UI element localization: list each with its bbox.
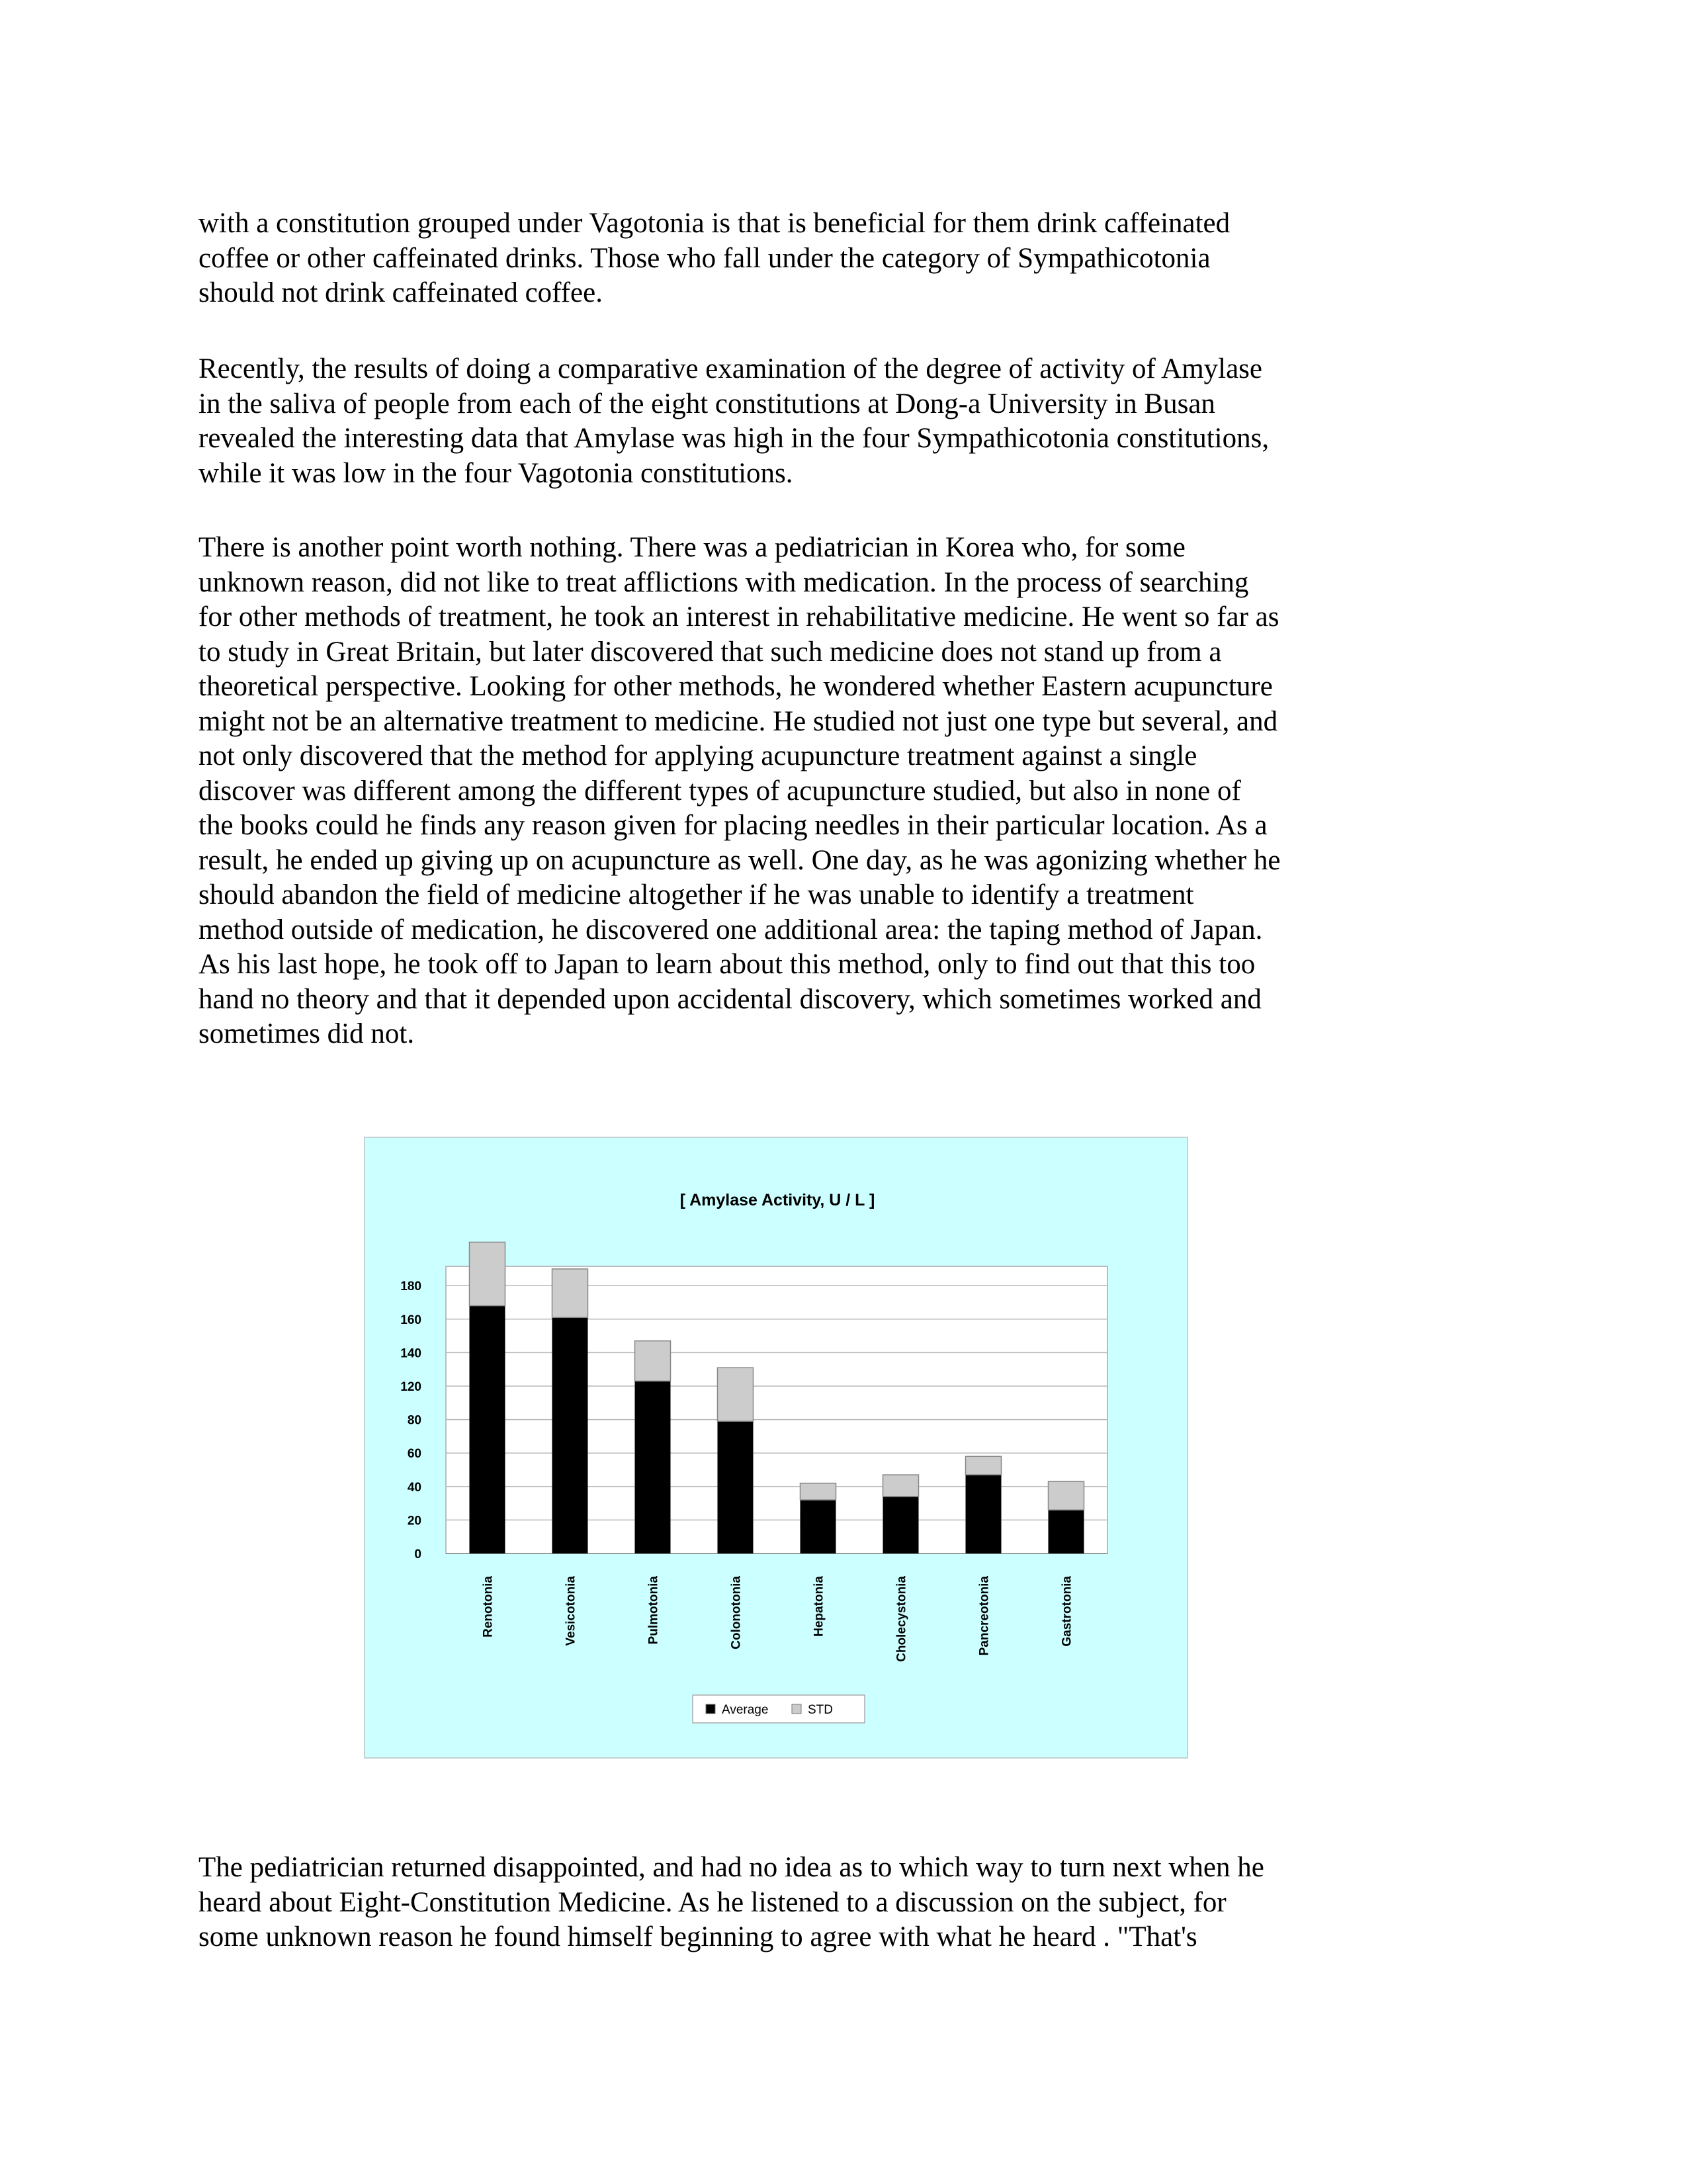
legend-label: STD — [808, 1703, 833, 1717]
bar-average — [800, 1500, 836, 1553]
chart-canvas — [365, 1138, 1190, 1760]
y-tick-label: 20 — [407, 1514, 421, 1528]
bar-average — [718, 1421, 754, 1553]
amylase-chart — [364, 1137, 1188, 1759]
x-category-label: Hepatonia — [812, 1576, 826, 1637]
paragraph-4: The pediatrician returned disappointed, and had no idea as to which way to turn next when he heard about Eight-Constitution Medicine. As he listened to a discussion on the subject, for some unknown reason he found himself beginning to agree with what he heard . "That's — [198, 1852, 1264, 1952]
bar-std — [966, 1456, 1002, 1475]
x-category-label: Colonotonia — [729, 1576, 744, 1649]
y-tick-label: 120 — [400, 1380, 421, 1394]
y-tick-label: 0 — [414, 1548, 421, 1561]
bar-std — [883, 1475, 919, 1497]
legend-swatch — [792, 1704, 801, 1714]
y-tick-label: 60 — [407, 1447, 421, 1462]
bar-std — [800, 1483, 836, 1500]
y-axis-ticks — [400, 1280, 421, 1561]
x-category-label: Renotonia — [481, 1576, 496, 1638]
bar-std — [1049, 1481, 1084, 1510]
x-category-label: Cholecystonia — [894, 1576, 909, 1662]
x-category-label: Gastrotonia — [1060, 1576, 1074, 1647]
x-category-label: Pancreotonia — [977, 1576, 992, 1656]
x-category-label: Pulmotonia — [646, 1576, 661, 1645]
legend-box — [693, 1695, 865, 1723]
chart-title: [ Amylase Activity, U / L ] — [679, 1191, 875, 1209]
y-tick-label: 80 — [407, 1413, 421, 1428]
y-tick-label: 160 — [400, 1313, 421, 1327]
y-tick-label: 140 — [400, 1346, 421, 1361]
paragraph-2: Recently, the results of doing a comparative examination of the degree of activity of Amylase in the saliva of people from each of the eight constitutions at Dong-a University in Busan revealed the interesting data that Amylase was high in the four Sympathicotonia constitutions, while it was low in the four Vagotonia constitutions. — [198, 353, 1270, 489]
bar-std — [552, 1269, 588, 1317]
y-tick-label: 40 — [407, 1480, 421, 1495]
bar-std — [718, 1368, 754, 1421]
legend — [693, 1695, 865, 1723]
bar-average — [883, 1497, 919, 1553]
bar-average — [966, 1475, 1002, 1553]
bar-average — [552, 1317, 588, 1553]
bar-average — [470, 1306, 505, 1553]
paragraph-3: There is another point worth nothing. There was a pediatrician in Korea who, for some unknown reason, did not like to treat afflictions with medication. In the process of searching for other methods of treatment, he took an interest in rehabilitative medicine. He went so far as to study in Great Britain, but later discovered that such medicine does not stand up from a theoretical perspective. Looking for other methods, he wondered whether Eastern acupuncture might not be an alternative treatment to medicine. He studied not just one type but several, and not only discovered that the method for applying acupuncture treatment against a single discover was different among the different types of acupuncture studied, but also in none of the books could he finds any reason given for placing needles in their particular location. As a result, he ended up giving up on acupuncture as well. One day, as he was agonizing whether he should abandon the field of medicine altogether if he was unable to identify a treatment method outside of medication, he discovered one additional area: the taping method of Japan. As his last hope, he took off to Japan to learn about this method, only to find out that this too hand no theory and that it depended upon accidental discovery, which sometimes worked and sometimes did not. — [198, 532, 1281, 1049]
bar-std — [635, 1341, 671, 1381]
plot-area — [446, 1266, 1107, 1553]
legend-swatch — [706, 1704, 715, 1714]
bar-average — [635, 1381, 671, 1553]
bar-std — [470, 1242, 505, 1305]
x-axis-categories — [482, 1576, 1074, 1662]
legend-label: Average — [722, 1703, 769, 1717]
bar-average — [1049, 1510, 1084, 1553]
y-tick-label: 180 — [400, 1280, 421, 1294]
x-category-label: Vesicotonia — [564, 1576, 578, 1646]
paragraph-1: with a constitution grouped under Vagotonia is that is beneficial for them drink caffeinated coffee or other caffeinated drinks. Those who fall under the category of Sympathicotonia should not drink caffeinated coffee. — [198, 208, 1231, 308]
